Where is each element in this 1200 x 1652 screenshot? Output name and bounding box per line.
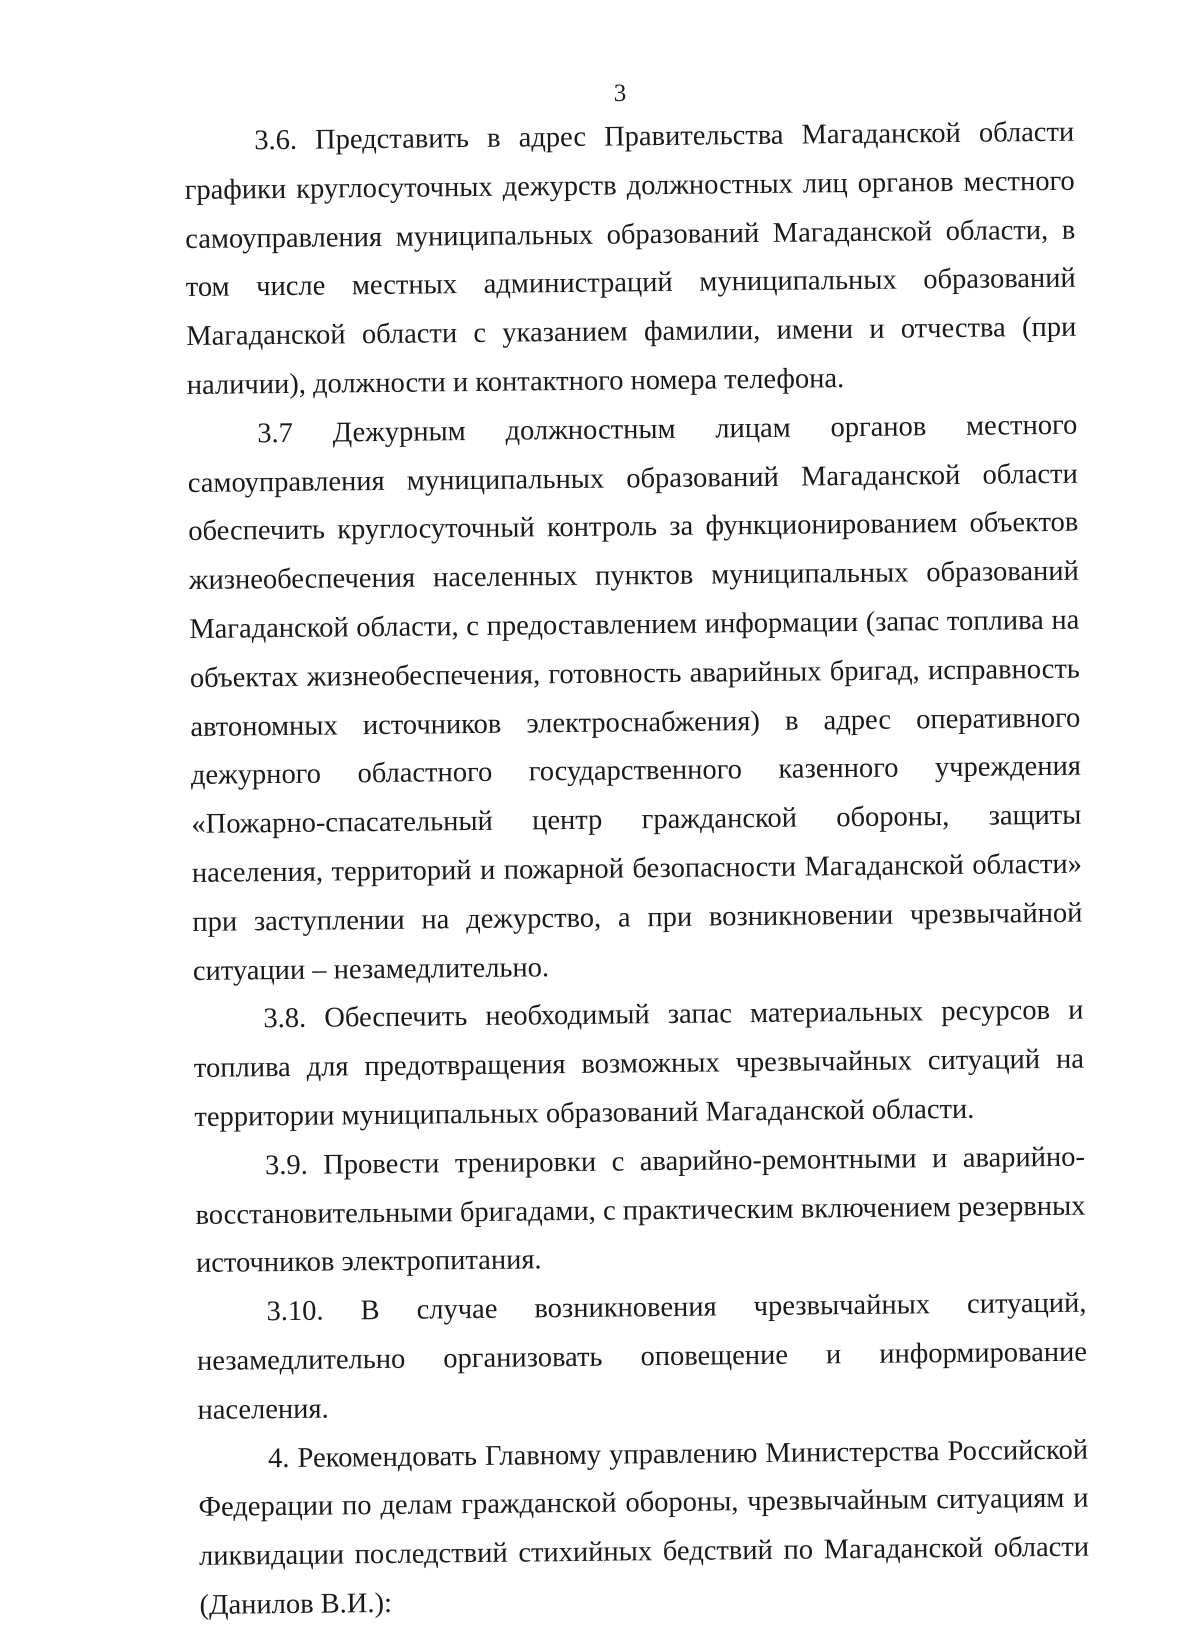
paragraph-3-6: 3.6. Представить в адрес Правительства Магаданской области графики круглосуточных дежурств должностных лиц органов местного самоуправления муниципальных образований Магаданской области, в том числе местных администраций муниципальных образований Магаданской области с указанием фамилии, имени и отчества (при наличии), должности и контактного номера телефона. — [184, 116, 1077, 401]
paragraph-4: 4. Рекомендовать Главному управлению Министерства Российской Федерации по делам гражданской обороны, чрезвычайным ситуациям и ликвидации последствий стихийных бедствий по Магаданской области (Данилов В.И.): — [198, 1434, 1090, 1621]
paragraph-3-8: 3.8. Обеспечить необходимый запас материальных ресурсов и топлива для предотвращения возможных чрезвычайных ситуаций на территории муниципальных образований Магаданской области. — [193, 994, 1085, 1133]
paragraph-3-10: 3.10. В случае возникновения чрезвычайных ситуаций, незамедлительно организовать оповещение и информирование населения. — [196, 1287, 1088, 1426]
page-number: 3 — [613, 80, 627, 107]
paragraph-3-9: 3.9. Провести тренировки с аварийно-ремонтными и аварийно-восстановительными бригадами, с практическим включением резервных источников электропитания. — [195, 1141, 1086, 1280]
paragraph-3-7: 3.7 Дежурным должностным лицам органов местного самоуправления муниципальных образований Магаданской области обеспечить круглосуточный контроль за функционированием объектов жизнеобеспечения населенных пунктов муниципальных образований Магаданской области, с предоставлением информации (запас топлива на объектах жизнеобеспечения, готовность аварийных бригад, исправность автономных источников электроснабжения) в адрес оперативного дежурного областного государственного казенного учреждения «Пожарно-спасательный центр гражданской обороны, защиты населения, территорий и пожарной безопасности Магаданской области» при заступлении на дежурство, а при возникновении чрезвычайной ситуации – незамедлительно. — [187, 409, 1083, 987]
document-body — [184, 109, 1090, 1631]
